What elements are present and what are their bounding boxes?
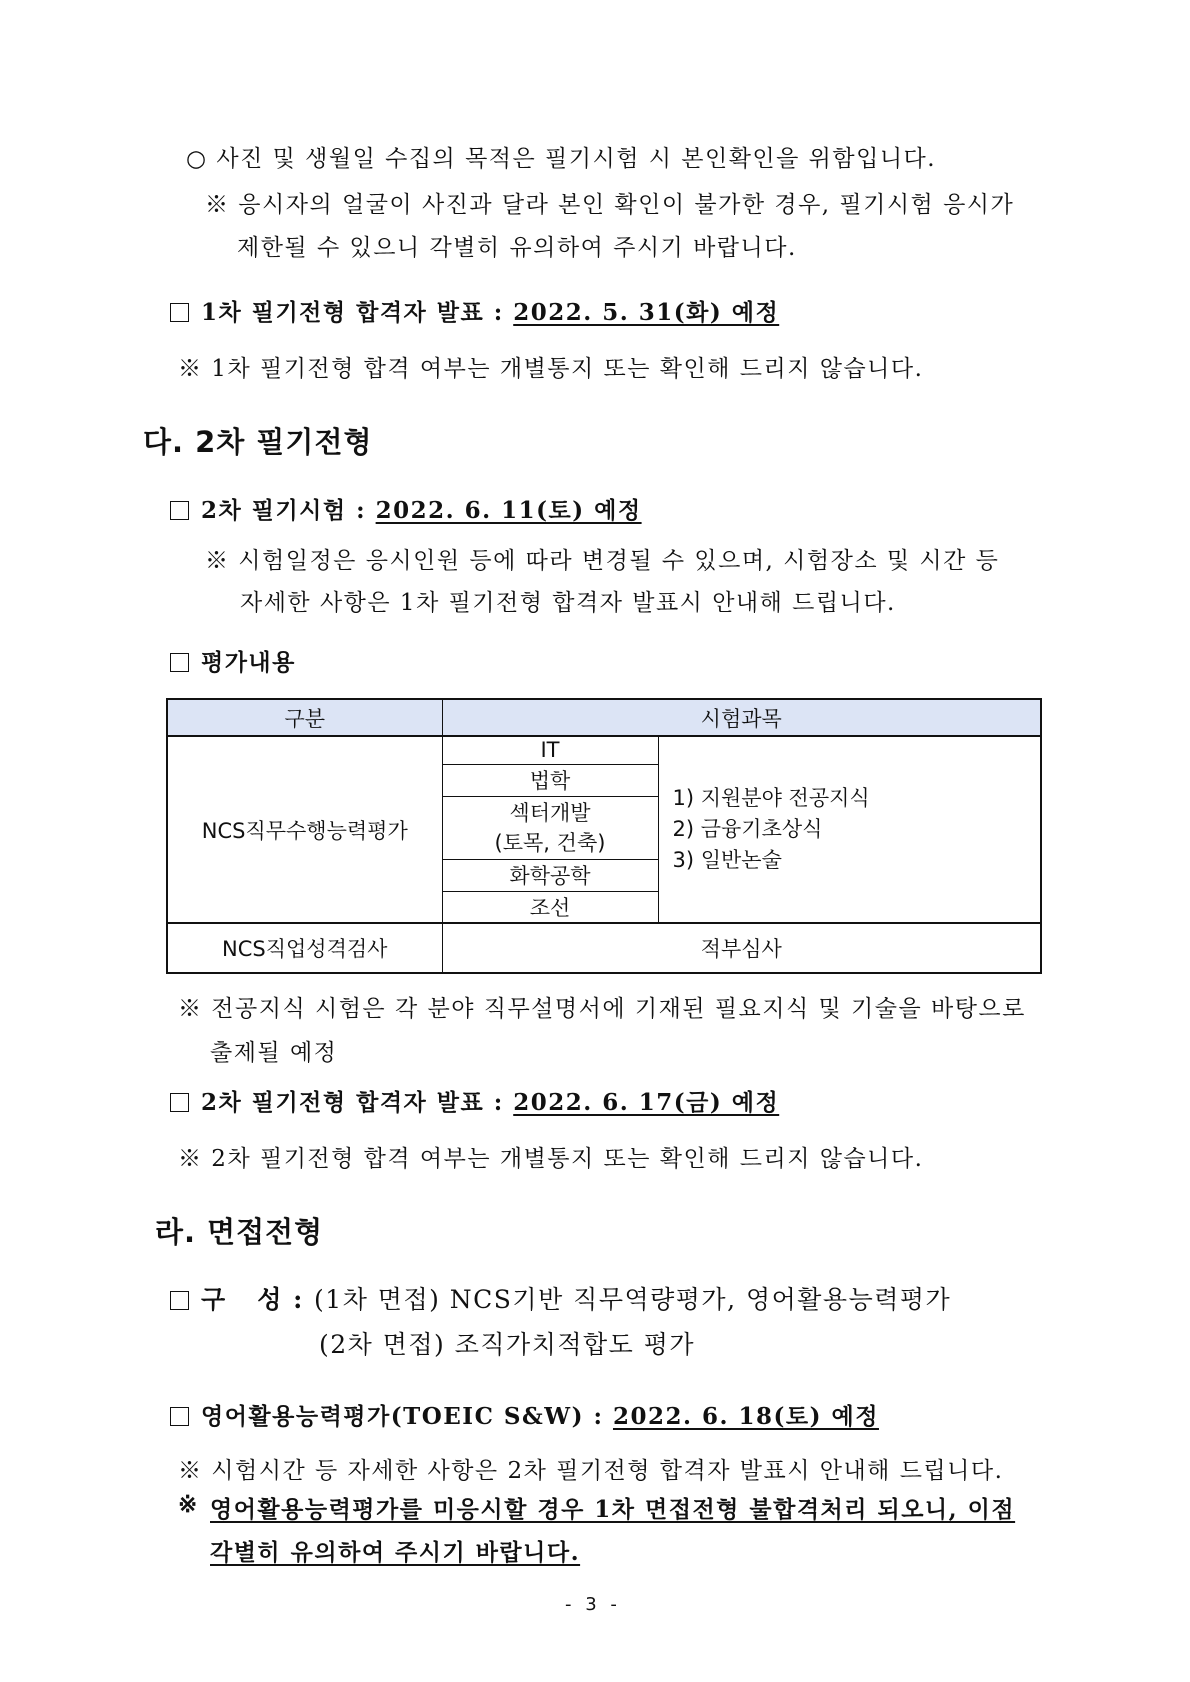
checkbox-square-icon bbox=[170, 303, 189, 322]
subject-item: 3) 일반논술 bbox=[672, 848, 782, 872]
photo-purpose-bullet: ○ 사진 및 생월일 수집의 목적은 필기시험 시 본인확인을 위함입니다. bbox=[186, 146, 937, 172]
warning-line1: 영어활용능력평가를 미응시할 경우 1차 면접전형 불합격처리 되오니, 이점 bbox=[210, 1496, 1016, 1523]
table-note-line2: 출제될 예정 bbox=[210, 1040, 338, 1066]
section-d-title: 다. 2차 필기전형 bbox=[143, 425, 373, 459]
checkbox-square-icon bbox=[170, 501, 189, 520]
header-category: 구분 bbox=[167, 699, 442, 736]
evaluation-table bbox=[166, 698, 1042, 974]
field-sector-name: 섹터개발 bbox=[509, 800, 591, 825]
warning-line2: 각별히 유의하여 주시기 바랍니다. bbox=[210, 1539, 581, 1566]
field-it: IT bbox=[442, 736, 658, 764]
warning-mark: ※ bbox=[178, 1491, 199, 1518]
exam2-note-line1: ※ 시험일정은 응시인원 등에 따라 변경될 수 있으며, 시험장소 및 시간 등 bbox=[205, 548, 1000, 574]
subjects-cell bbox=[658, 736, 1041, 923]
result1-heading: 1차 필기전형 합격자 발표 : 2022. 5. 31(화) 예정 bbox=[170, 294, 779, 327]
exam2-heading: 2차 필기시험 : 2022. 6. 11(토) 예정 bbox=[170, 492, 642, 525]
photo-note-line2: 제한될 수 있으니 각별히 유의하여 주시기 바랍니다. bbox=[237, 235, 797, 261]
english-date: 2022. 6. 18(토) 예정 bbox=[612, 1403, 879, 1430]
result2-heading: 2차 필기전형 합격자 발표 : 2022. 6. 17(금) 예정 bbox=[170, 1084, 779, 1117]
field-chemical: 화학공학 bbox=[442, 859, 658, 891]
table-header-row bbox=[167, 699, 1041, 736]
table-row bbox=[167, 923, 1041, 973]
english-note: ※ 시험시간 등 자세한 사항은 2차 필기전형 합격자 발표시 안내해 드립니다. bbox=[178, 1458, 1004, 1484]
checkbox-square-icon bbox=[170, 1407, 189, 1426]
result1-date: 2022. 5. 31(화) 예정 bbox=[513, 299, 780, 326]
photo-note-line1: ※ 응시자의 얼굴이 사진과 달라 본인 확인이 불가한 경우, 필기시험 응시가 bbox=[205, 192, 1015, 218]
table-row bbox=[167, 736, 1041, 764]
row2-subject: 적부심사 bbox=[442, 923, 1041, 973]
result1-note: ※ 1차 필기전형 합격 여부는 개별통지 또는 확인해 드리지 않습니다. bbox=[178, 356, 924, 382]
exam2-note-line2: 자세한 사항은 1차 필기전형 합격자 발표시 안내해 드립니다. bbox=[240, 590, 896, 616]
subject-item: 2) 금융기초상식 bbox=[672, 817, 823, 841]
result2-date: 2022. 6. 17(금) 예정 bbox=[513, 1089, 780, 1116]
row1-category: NCS직무수행능력평가 bbox=[167, 736, 442, 923]
result2-note: ※ 2차 필기전형 합격 여부는 개별통지 또는 확인해 드리지 않습니다. bbox=[178, 1146, 924, 1172]
field-sector bbox=[442, 796, 658, 859]
page-number: - 3 - bbox=[565, 1594, 621, 1615]
exam2-date: 2022. 6. 11(토) 예정 bbox=[375, 497, 642, 524]
composition-line1: 구 성 : (1차 면접) NCS기반 직무역량평가, 영어활용능력평가 bbox=[170, 1280, 951, 1316]
section-e-title: 라. 면접전형 bbox=[155, 1215, 324, 1249]
checkbox-square-icon bbox=[170, 1093, 189, 1112]
subject-item: 1) 지원분야 전공지식 bbox=[672, 786, 870, 810]
english-heading: 영어활용능력평가(TOEIC S&W) : 2022. 6. 18(토) 예정 bbox=[170, 1398, 879, 1431]
field-shipbuilding: 조선 bbox=[442, 891, 658, 923]
eval-heading: 평가내용 bbox=[170, 644, 296, 677]
checkbox-square-icon bbox=[170, 1291, 189, 1310]
row2-category: NCS직업성격검사 bbox=[167, 923, 442, 973]
checkbox-square-icon bbox=[170, 653, 189, 672]
field-sector-detail: (토목, 건축) bbox=[494, 830, 606, 855]
composition-line2: (2차 면접) 조직가치적합도 평가 bbox=[319, 1330, 696, 1359]
field-law: 법학 bbox=[442, 764, 658, 796]
table-note-line1: ※ 전공지식 시험은 각 분야 직무설명서에 기재된 필요지식 및 기술을 바탕으로 bbox=[178, 996, 1026, 1022]
header-subject: 시험과목 bbox=[442, 699, 1041, 736]
